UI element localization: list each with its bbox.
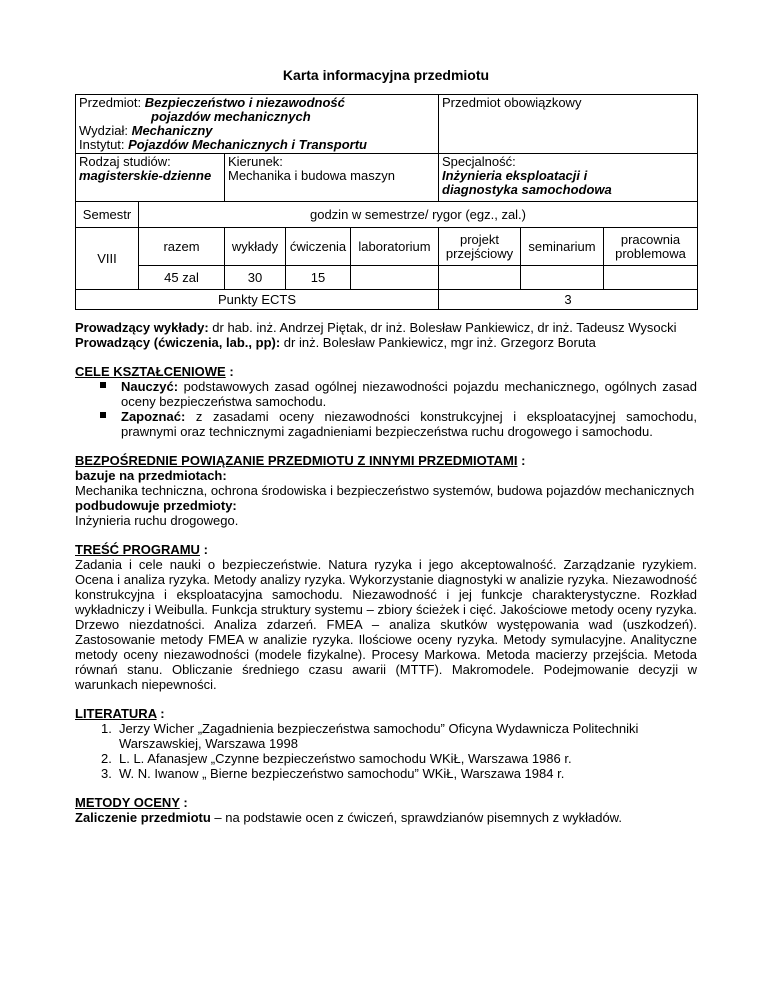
assessment-header: METODY OCENY [75, 795, 180, 810]
specialty-name: Inżynieria eksploatacji i [442, 168, 588, 183]
lectures-label: Prowadzący wykłady: [75, 320, 209, 335]
direction-cell: Kierunek: Mechanika i budowa maszyn [225, 154, 439, 202]
literature-list [75, 721, 697, 781]
value-seminarium [521, 266, 604, 290]
list-item: Zapoznać: z zasadami oceny niezawodności konstrukcyjnej i eksploatacyjnej samochodu, prawnymi oraz technicznymi zagadnieniami bezpieczeństwa ruchu drogowego i samochodu. [75, 409, 697, 439]
semester-label: Semestr [76, 202, 139, 228]
institute-name: Pojazdów Mechanicznych i Transportu [128, 137, 367, 152]
program-section: TREŚĆ PROGRAMU : Zadania i cele nauki o bezpieczeństwie. Natura ryzyka i jego akceptowalność. Zarządzanie ryzykiem. Ocena i analiza ryzyka. Metody analizy ryzyka. Wykorzystanie diagnostyki w analizie ryzyka. Niezawodność konstrukcyjna i eksploatacyjna samochodu. Niezawodność i jej funkcje charakterystyczne. Rozkład wykładniczy i Weibulla. Funkcja struktury systemu – zbiory ścieżek i cięć. Jakościowe metody oceny ryzyka. Drzewo niezdatności. Analiza zdarzeń. FMEA – analiza skutków występowania wad (uszkodzeń). Zastosowanie metody FMEA w analizie ryzyka. Ilościowe oceny ryzyka. Metody symulacyjne. Analityczne metody oceny niezawodności (modele fizykalne). Procesy Markowa. Metoda macierzy przejścia. Metoda równań stanu. Obliczanie średniego czasu awarii (MTTF). Makromodele. Podejmowanie decyzji w warunkach niepewności. [75, 542, 697, 692]
lecturers-section [75, 320, 697, 350]
subject-cell: Przedmiot: Bezpieczeństwo i niezawodność pojazdów mechanicznych Wydział: Mechaniczny Instytut: Pojazdów Mechanicznych i Transportu [76, 95, 439, 154]
value-laboratorium [351, 266, 439, 290]
direction-name: Mechanika i budowa maszyn [228, 168, 395, 183]
col-pracownia: pracownia problemowa [604, 228, 698, 266]
literature-section: LITERATURA : 1. Jerzy Wicher „Zagadnienia bezpieczeństwa samochodu” Oficyna Wydawnicza Politechniki Warszawskiej, Warszawa 1998 2. L. L. Afanasjew „Czynne bezpieczeństwo samochodu WKiŁ, Warszawa 1986 r. 3. W. N. Iwanow „ Bierne bezpieczeństwo samochodu” WKiŁ, Warszawa 1984 r. [75, 706, 697, 781]
goals-section: CELE KSZTAŁCENIOWE : Nauczyć: podstawowych zasad ogólnej niezawodności pojazdu mechanicznego, ogólnych zasad oceny bezpieczeństwa samochodu. Zapoznać: z zasadami oceny niezawodności konstrukcyjnej i eksploatacyjnej samochodu, prawnymi oraz technicznymi zagadnieniami bezpieczeństwa ruchu drogowego i samochodu. [75, 364, 697, 439]
semester-value: VIII [76, 228, 139, 290]
lectures-names: dr hab. inż. Andrzej Piętak, dr inż. Bolesław Pankiewicz, dr inż. Tadeusz Wysocki [208, 320, 677, 335]
col-projekt: projekt przejściowy [439, 228, 521, 266]
specialty-cell: Specjalność: Inżynieria eksploatacji i diagnostyka samochodowa [439, 154, 698, 202]
list-item: Nauczyć: podstawowych zasad ogólnej niezawodności pojazdu mechanicznego, ogólnych zasad oceny bezpieczeństwa samochodu. [75, 379, 697, 409]
exercises-label: Prowadzący (ćwiczenia, lab., pp): [75, 335, 281, 350]
document-title: Karta informacyjna przedmiotu [282, 67, 490, 83]
program-header: TREŚĆ PROGRAMU [75, 542, 200, 557]
col-laboratorium: laboratorium [351, 228, 439, 266]
subject-name-cont: pojazdów mechanicznych [151, 109, 311, 124]
goals-header: CELE KSZTAŁCENIOWE [75, 364, 226, 379]
goals-list [75, 379, 697, 439]
col-cwiczenia: ćwiczenia [286, 228, 351, 266]
assessment-section: METODY OCENY : Zaliczenie przedmiotu – na podstawie ocen z ćwiczeń, sprawdzianów pisemnych z wykładów. [75, 795, 622, 825]
builds-label: podbudowuje przedmioty: [75, 498, 237, 513]
value-pracownia [604, 266, 698, 290]
faculty-name: Mechaniczny [131, 123, 213, 138]
hours-header: godzin w semestrze/ rygor (egz., zal.) [139, 202, 698, 228]
based-label: bazuje na przedmiotach: [75, 468, 227, 483]
relations-section: BEZPOŚREDNIE POWIĄZANIE PRZEDMIOTU Z INNYMI PRZEDMIOTAMI : bazuje na przedmiotach: Mechanika techniczna, ochrona środowiska i bezpieczeństwo systemów, budowa pojazdów mechanicznych podbudowuje przedmioty: Inżynieria ruchu drogowego. [75, 453, 697, 528]
ects-value: 3 [439, 290, 698, 310]
exercises-names: dr inż. Bolesław Pankiewicz, mgr inż. Grzegorz Boruta [280, 335, 596, 350]
list-item: 1. Jerzy Wicher „Zagadnienia bezpieczeństwa samochodu” Oficyna Wydawnicza Politechniki Warszawskiej, Warszawa 1998 [101, 721, 639, 751]
value-wyklady: 30 [225, 266, 286, 290]
subject-info-table [75, 94, 698, 310]
bullet-icon [100, 412, 106, 418]
study-type-cell: Rodzaj studiów: magisterskie-dzienne [76, 154, 225, 202]
literature-header: LITERATURA [75, 706, 157, 721]
col-wyklady: wykłady [225, 228, 286, 266]
program-text: Zadania i cele nauki o bezpieczeństwie. Natura ryzyka i jego akceptowalność. Zarządzanie ryzykiem. Ocena i analiza ryzyka. Metody analizy ryzyka. Wykorzystanie diagnostyki w analizie ryzyka. Niezawodność konstrukcyjna i eksploatacyjna samochodu. Niezawodność i jej funkcje charakterystyczne. Rozkład wykładniczy i Weibulla. Funkcja struktury systemu – zbiory ścieżek i cięć. Jakościowe metody oceny ryzyka. Drzewo niezdatności. Analiza zdarzeń. FMEA – analiza skutków występowania wad (uszkodzeń). Zastosowanie metody FMEA w analizie ryzyka. Ilościowe oceny ryzyka. Metody symulacyjne. Analityczne metody oceny niezawodności (modele fizykalne). Procesy Markowa. Metoda macierzy przejścia. Metoda równań stanu. Obliczanie średniego czasu awarii (MTTF). Makromodele. Podejmowanie decyzji w warunkach niepewności. [75, 557, 697, 692]
list-item: 3. W. N. Iwanow „ Bierne bezpieczeństwo samochodu” WKiŁ, Warszawa 1984 r. [101, 766, 565, 781]
ects-label: Punkty ECTS [76, 290, 439, 310]
assessment-text: – na podstawie ocen z ćwiczeń, sprawdzianów pisemnych z wykładów. [210, 810, 622, 825]
study-type: magisterskie-dzienne [79, 168, 212, 183]
list-item: 2. L. L. Afanasjew „Czynne bezpieczeństwo samochodu WKiŁ, Warszawa 1986 r. [101, 751, 572, 766]
document-page [75, 68, 697, 825]
based-subjects: Mechanika techniczna, ochrona środowiska i bezpieczeństwo systemów, budowa pojazdów mechanicznych [75, 483, 695, 498]
value-razem: 45 zal [139, 266, 225, 290]
col-seminarium: seminarium [521, 228, 604, 266]
builds-subjects: Inżynieria ruchu drogowego. [75, 513, 239, 528]
subject-type-cell: Przedmiot obowiązkowy [439, 95, 698, 154]
value-projekt [439, 266, 521, 290]
col-razem: razem [139, 228, 225, 266]
value-cwiczenia: 15 [286, 266, 351, 290]
bullet-icon [100, 382, 106, 388]
relations-header: BEZPOŚREDNIE POWIĄZANIE PRZEDMIOTU Z INNYMI PRZEDMIOTAMI [75, 453, 518, 468]
subject-name: Bezpieczeństwo i niezawodność [144, 95, 345, 110]
assessment-label: Zaliczenie przedmiotu [75, 810, 211, 825]
